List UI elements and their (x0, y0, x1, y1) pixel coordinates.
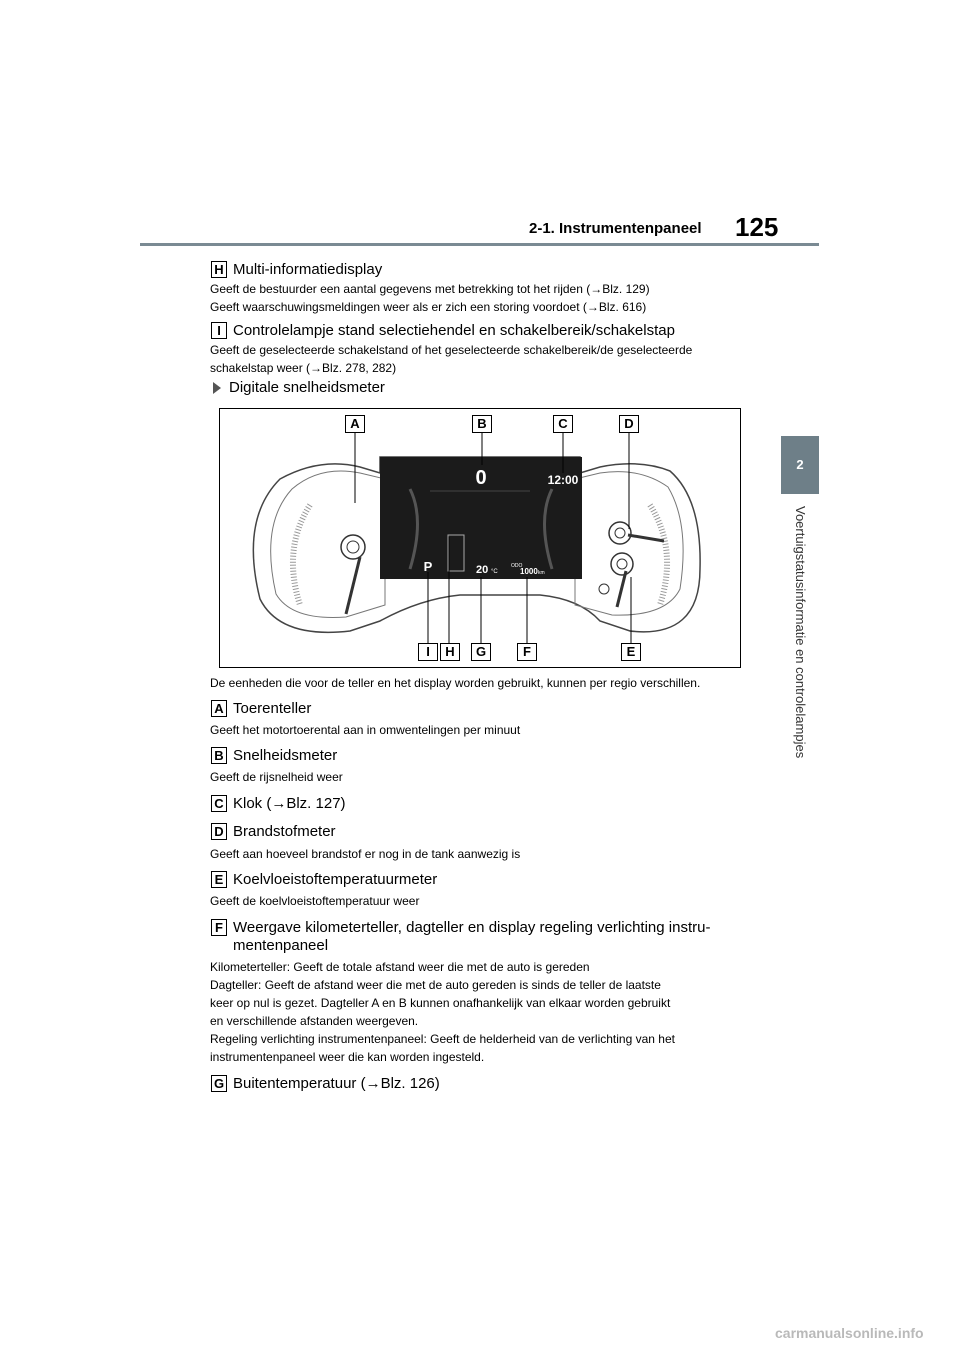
display-gear: P (423, 559, 433, 574)
display-odo-prefix: ODO (511, 563, 523, 569)
figure-label-i: I (418, 643, 438, 661)
item-badge-b: B (211, 747, 227, 764)
item-title-e: Koelvloeistoftemperatuurmeter (233, 871, 438, 888)
item-title-f-cont: mentenpaneel (233, 937, 329, 954)
figure-label-g: G (471, 643, 491, 661)
subheading-text: Digitale snelheidsmeter (229, 379, 385, 396)
figure-caption: De eenheden die voor de teller en het display worden gebruikt, kunnen per regio verschillen. (210, 676, 701, 690)
item-desc-line: Geeft waarschuwingsmeldingen weer als er zich een storing voordoet (→Blz. 616) (210, 300, 647, 314)
item-desc-line: Regeling verlichting instrumentenpaneel: Geeft de helderheid van de verlichting van het (210, 1032, 675, 1046)
item-desc-line: Dagteller: Geeft de afstand weer die met de auto gereden is sinds de teller de laatste (210, 978, 661, 992)
item-badge-g: G (211, 1075, 227, 1092)
chapter-title-tab (781, 506, 819, 836)
item-desc-line: en verschillende afstanden weergeven. (210, 1014, 419, 1028)
item-title-i: Controlelampje stand selectiehendel en schakelbereik/schakelstap (233, 322, 675, 339)
item-desc-d: Geeft aan hoeveel brandstof er nog in de tank aanwezig is (210, 847, 521, 861)
item-title-a: Toerenteller (233, 700, 312, 717)
item-badge-f: F (211, 919, 227, 936)
figure-label-b: B (472, 415, 492, 433)
display-temp-unit: °C (491, 569, 498, 575)
figure-label-a: A (345, 415, 365, 433)
subheading (213, 379, 385, 396)
instrument-cluster-figure (219, 408, 741, 668)
figure-label-d: D (619, 415, 639, 433)
display-odo: 1000 (520, 567, 538, 576)
item-desc-f (210, 958, 770, 1066)
cluster-illustration (220, 409, 740, 667)
display-clock: 12:00 (547, 473, 579, 487)
item-desc-a: Geeft het motortoerental aan in omwentelingen per minuut (210, 723, 521, 737)
figure-label-h: H (440, 643, 460, 661)
item-desc-line: keer op nul is gezet. Dagteller A en B kunnen onafhankelijk van elkaar worden gebruikt (210, 996, 671, 1010)
display-speed: 0 (475, 467, 487, 489)
display-odo-unit: km (538, 570, 545, 576)
chapter-title: Voertuigstatusinformatie en controlelampjes (793, 506, 808, 759)
item-title-h: Multi-informatiedisplay (233, 261, 383, 278)
item-desc-line: Geeft de geselecteerde schakelstand of het geselecteerde schakelbereik/de geselecteerde (210, 343, 693, 357)
item-desc-line: Kilometerteller: Geeft de totale afstand weer die met de auto is gereden (210, 960, 590, 974)
figure-label-f: F (517, 643, 537, 661)
item-desc-line: Geeft de bestuurder een aantal gegevens met betrekking tot het rijden (→Blz. 129) (210, 282, 650, 296)
item-badge-h: H (211, 261, 227, 278)
item-title-g: Buitentemperatuur (→Blz. 126) (233, 1075, 440, 1092)
item-title-d: Brandstofmeter (233, 823, 336, 840)
figure-label-e: E (621, 643, 641, 661)
item-title-b: Snelheidsmeter (233, 747, 338, 764)
item-title-c: Klok (→Blz. 127) (233, 795, 346, 812)
section-title: 2-1. Instrumentenpaneel (529, 220, 702, 237)
item-desc-h (210, 280, 770, 316)
chapter-number-tab: 2 (781, 436, 819, 494)
item-desc-line: schakelstap weer (→Blz. 278, 282) (210, 361, 397, 375)
watermark: carmanualsonline.info (775, 1325, 924, 1341)
item-badge-e: E (211, 871, 227, 888)
item-desc-b: Geeft de rijsnelheid weer (210, 770, 343, 784)
item-title-f: Weergave kilometerteller, dagteller en display regeling verlichting instru- (233, 919, 711, 936)
item-badge-a: A (211, 700, 227, 717)
item-badge-d: D (211, 823, 227, 840)
display-temp: 20 (476, 564, 489, 576)
figure-label-c: C (553, 415, 573, 433)
item-desc-i (210, 341, 770, 377)
header-rule (140, 243, 819, 246)
item-badge-i: I (211, 322, 227, 339)
item-badge-c: C (211, 795, 227, 812)
triangle-bullet-icon (213, 382, 221, 394)
item-desc-e: Geeft de koelvloeistoftemperatuur weer (210, 894, 420, 908)
item-desc-line: instrumentenpaneel weer die kan worden ingesteld. (210, 1050, 485, 1064)
page-number: 125 (735, 212, 779, 242)
